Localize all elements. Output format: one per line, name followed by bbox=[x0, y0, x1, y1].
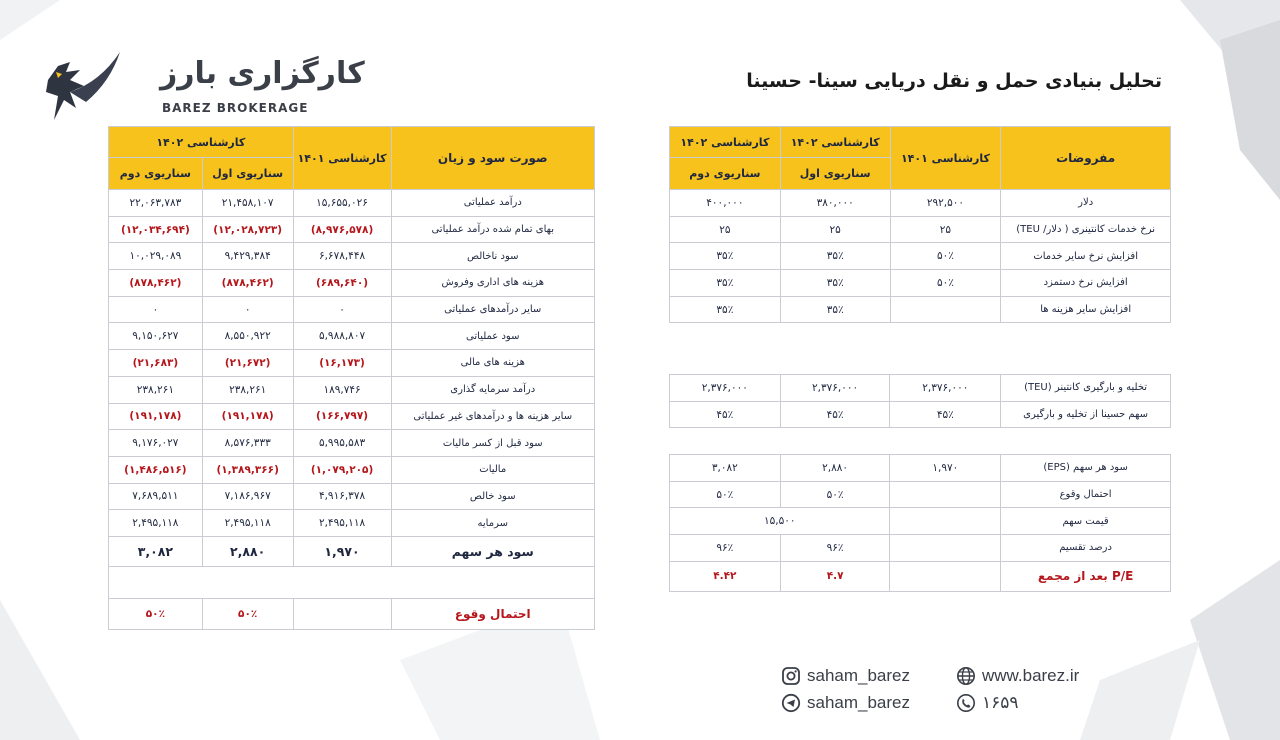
header-item: صورت سود و زیان bbox=[391, 127, 595, 190]
income-row bbox=[109, 456, 595, 483]
income-s1: (۲۱,۶۷۲) bbox=[202, 350, 293, 377]
container-s1: ۴۵٪ bbox=[780, 401, 890, 428]
assume-header-scenario-2: سناریوی دوم bbox=[670, 158, 781, 190]
instagram-icon bbox=[781, 666, 801, 686]
income-label: سایر هزینه ها و درآمدهای غیر عملیاتی bbox=[391, 403, 595, 430]
val-prob-label: احتمال وقوع bbox=[1001, 481, 1171, 508]
telegram-handle: saham_barez bbox=[807, 693, 911, 712]
val-eps-s2: ۳,۰۸۲ bbox=[670, 455, 781, 482]
eps-s2: ۳,۰۸۲ bbox=[109, 536, 203, 566]
container-s1: ۲,۳۷۶,۰۰۰ bbox=[780, 375, 890, 402]
income-1401: ۵,۹۹۵,۵۸۳ bbox=[293, 430, 391, 457]
prob-s1: ۵۰٪ bbox=[202, 598, 293, 629]
income-label: سود قبل از کسر مالیات bbox=[391, 430, 595, 457]
income-row bbox=[109, 403, 595, 430]
prob-label: احتمال وقوع bbox=[391, 598, 595, 629]
val-prob-1401 bbox=[890, 481, 1001, 508]
val-eps-s1: ۲,۸۸۰ bbox=[780, 455, 890, 482]
header-1401: کارشناسی ۱۴۰۱ bbox=[293, 127, 391, 190]
valuation-table bbox=[669, 454, 1171, 592]
assumption-row bbox=[670, 216, 1171, 243]
income-s1: (۱۲,۰۲۸,۷۲۳) bbox=[202, 216, 293, 243]
assumption-label: افزایش نرخ سایر خدمات bbox=[1001, 243, 1171, 270]
income-label: سود خالص bbox=[391, 483, 595, 510]
website-url: www.barez.ir bbox=[982, 666, 1080, 685]
container-label: سهم حسینا از تخلیه و بارگیری bbox=[1001, 401, 1171, 428]
container-1401: ۲,۳۷۶,۰۰۰ bbox=[890, 375, 1001, 402]
income-row bbox=[109, 243, 595, 270]
header-scenario-2: سناریوی دوم bbox=[109, 158, 203, 190]
assumption-label: افزایش سایر هزینه ها bbox=[1001, 296, 1171, 323]
brand-name-fa: کارگزاری بارز bbox=[160, 56, 365, 91]
income-statement-table bbox=[108, 126, 595, 630]
telegram-icon bbox=[781, 693, 801, 713]
income-s2: ۲۳۸,۲۶۱ bbox=[109, 376, 203, 403]
prob-s2: ۵۰٪ bbox=[109, 598, 203, 629]
income-label: سود ناخالص bbox=[391, 243, 595, 270]
income-label: درآمد سرمایه گذاری bbox=[391, 376, 595, 403]
income-1401: (۸,۹۷۶,۵۷۸) bbox=[293, 216, 391, 243]
container-row bbox=[670, 375, 1171, 402]
val-payout-s1: ۹۶٪ bbox=[780, 535, 890, 562]
assumption-label: دلار bbox=[1001, 190, 1171, 217]
assumption-label: نرخ خدمات کانتینری ( دلار/ TEU) bbox=[1001, 216, 1171, 243]
income-s2: ۱۰,۰۲۹,۰۸۹ bbox=[109, 243, 203, 270]
spacer-row bbox=[109, 566, 595, 598]
val-prob-s2: ۵۰٪ bbox=[670, 481, 781, 508]
val-price-1401 bbox=[890, 508, 1001, 535]
footer-website[interactable] bbox=[956, 666, 1079, 686]
income-1401: ۱۸۹,۷۴۶ bbox=[293, 376, 391, 403]
income-1401: ۲,۴۹۵,۱۱۸ bbox=[293, 510, 391, 537]
val-pe-s1: ۴.۷ bbox=[780, 561, 890, 591]
income-s2: ۲۲,۰۶۳,۷۸۳ bbox=[109, 190, 203, 217]
val-price-value: ۱۵,۵۰۰ bbox=[670, 508, 890, 535]
income-s2: (۲۱,۶۸۳) bbox=[109, 350, 203, 377]
income-s1: ۲۱,۴۵۸,۱۰۷ bbox=[202, 190, 293, 217]
income-1401: ۵,۹۸۸,۸۰۷ bbox=[293, 323, 391, 350]
assumption-1401 bbox=[890, 296, 1001, 323]
brand-logo bbox=[40, 52, 365, 122]
container-row bbox=[670, 401, 1171, 428]
income-row bbox=[109, 296, 595, 323]
val-eps-1401: ۱,۹۷۰ bbox=[890, 455, 1001, 482]
income-s2: (۱۲,۰۳۴,۶۹۴) bbox=[109, 216, 203, 243]
eps-1401: ۱,۹۷۰ bbox=[293, 536, 391, 566]
header-1402: کارشناسی ۱۴۰۲ bbox=[109, 127, 294, 158]
assumption-s2: ۳۵٪ bbox=[670, 243, 781, 270]
page-title: تحلیل بنیادی حمل و نقل دریایی سینا- حسینا bbox=[746, 70, 1162, 92]
income-row bbox=[109, 376, 595, 403]
income-s1: ۲۳۸,۲۶۱ bbox=[202, 376, 293, 403]
income-1401: ۱۵,۶۵۵,۰۲۶ bbox=[293, 190, 391, 217]
income-row bbox=[109, 483, 595, 510]
val-payout-1401 bbox=[890, 535, 1001, 562]
assume-header-1402-s1: کارشناسی ۱۴۰۲ bbox=[780, 127, 890, 158]
footer-telegram[interactable] bbox=[781, 693, 910, 713]
footer-phone[interactable] bbox=[956, 693, 1019, 713]
income-rows bbox=[109, 190, 595, 537]
assumption-s2: ۳۵٪ bbox=[670, 296, 781, 323]
income-row bbox=[109, 190, 595, 217]
income-label: درآمد عملیاتی bbox=[391, 190, 595, 217]
income-1401: (۱۶,۱۷۳) bbox=[293, 350, 391, 377]
income-s1: (۱,۳۸۹,۳۶۶) bbox=[202, 456, 293, 483]
income-s1: ۰ bbox=[202, 296, 293, 323]
instagram-handle: saham_barez bbox=[807, 666, 911, 685]
income-label: سود عملیاتی bbox=[391, 323, 595, 350]
assumption-rows bbox=[670, 190, 1171, 323]
assume-header-scenario-1: سناریوی اول bbox=[780, 158, 890, 190]
income-s2: (۸۷۸,۴۶۲) bbox=[109, 270, 203, 297]
val-prob-s1: ۵۰٪ bbox=[780, 481, 890, 508]
income-label: هزینه های مالی bbox=[391, 350, 595, 377]
income-row bbox=[109, 216, 595, 243]
income-label: سرمایه bbox=[391, 510, 595, 537]
val-pe-label: P/E بعد از مجمع bbox=[1001, 561, 1171, 591]
assumption-label: افزایش نرخ دستمزد bbox=[1001, 270, 1171, 297]
container-table bbox=[669, 374, 1171, 428]
income-1401: ۴,۹۱۶,۳۷۸ bbox=[293, 483, 391, 510]
income-label: مالیات bbox=[391, 456, 595, 483]
assumption-s1: ۳۵٪ bbox=[780, 296, 890, 323]
assume-header-1401: کارشناسی ۱۴۰۱ bbox=[890, 127, 1001, 190]
val-eps-label: سود هر سهم (EPS) bbox=[1001, 455, 1171, 482]
income-s2: (۱۹۱,۱۷۸) bbox=[109, 403, 203, 430]
eagle-icon bbox=[40, 52, 125, 120]
income-1401: (۱,۰۷۹,۲۰۵) bbox=[293, 456, 391, 483]
container-1401: ۴۵٪ bbox=[890, 401, 1001, 428]
income-label: هزینه های اداری وفروش bbox=[391, 270, 595, 297]
assume-header-1402-s2: کارشناسی ۱۴۰۲ bbox=[670, 127, 781, 158]
assumption-1401: ۲۵ bbox=[890, 216, 1001, 243]
brand-name-en: BAREZ BROKERAGE bbox=[162, 101, 309, 115]
assumption-1401: ۵۰٪ bbox=[890, 243, 1001, 270]
assumption-row bbox=[670, 243, 1171, 270]
container-s2: ۴۵٪ bbox=[670, 401, 781, 428]
income-s2: ۹,۱۷۶,۰۲۷ bbox=[109, 430, 203, 457]
assumptions-table bbox=[669, 126, 1171, 323]
income-s1: ۲,۴۹۵,۱۱۸ bbox=[202, 510, 293, 537]
eps-label: سود هر سهم bbox=[391, 536, 595, 566]
footer-instagram[interactable] bbox=[781, 666, 910, 686]
assumption-s1: ۳۵٪ bbox=[780, 270, 890, 297]
assumption-s1: ۳۸۰,۰۰۰ bbox=[780, 190, 890, 217]
income-row bbox=[109, 510, 595, 537]
income-s1: ۸,۵۷۶,۳۳۳ bbox=[202, 430, 293, 457]
val-pe-s2: ۴.۴۲ bbox=[670, 561, 781, 591]
globe-icon bbox=[956, 666, 976, 686]
assumption-row bbox=[670, 296, 1171, 323]
val-payout-label: درصد تقسیم bbox=[1001, 535, 1171, 562]
assumption-row bbox=[670, 190, 1171, 217]
income-s2: ۲,۴۹۵,۱۱۸ bbox=[109, 510, 203, 537]
income-1401: (۶۸۹,۶۴۰) bbox=[293, 270, 391, 297]
val-payout-s2: ۹۶٪ bbox=[670, 535, 781, 562]
assumption-s1: ۲۵ bbox=[780, 216, 890, 243]
income-row bbox=[109, 270, 595, 297]
prob-1401 bbox=[293, 598, 391, 629]
income-s2: ۰ bbox=[109, 296, 203, 323]
val-pe-1401 bbox=[890, 561, 1001, 591]
container-rows bbox=[670, 375, 1171, 428]
income-row bbox=[109, 350, 595, 377]
income-s1: ۹,۴۲۹,۳۸۴ bbox=[202, 243, 293, 270]
income-1401: (۱۶۶,۷۹۷) bbox=[293, 403, 391, 430]
income-1401: ۶,۶۷۸,۴۴۸ bbox=[293, 243, 391, 270]
assume-header-item: مفروضات bbox=[1001, 127, 1171, 190]
assumption-row bbox=[670, 270, 1171, 297]
assumption-s1: ۳۵٪ bbox=[780, 243, 890, 270]
phone-icon bbox=[956, 693, 976, 713]
income-s1: (۸۷۸,۴۶۲) bbox=[202, 270, 293, 297]
income-s2: (۱,۴۸۶,۵۱۶) bbox=[109, 456, 203, 483]
income-s1: ۸,۵۵۰,۹۲۲ bbox=[202, 323, 293, 350]
assumption-1401: ۲۹۲,۵۰۰ bbox=[890, 190, 1001, 217]
income-row bbox=[109, 323, 595, 350]
income-label: سایر درآمدهای عملیاتی bbox=[391, 296, 595, 323]
income-s1: (۱۹۱,۱۷۸) bbox=[202, 403, 293, 430]
income-s2: ۷,۶۸۹,۵۱۱ bbox=[109, 483, 203, 510]
assumption-1401: ۵۰٪ bbox=[890, 270, 1001, 297]
container-label: تخلیه و بارگیری کانتینر (TEU) bbox=[1001, 375, 1171, 402]
income-s1: ۷,۱۸۶,۹۶۷ bbox=[202, 483, 293, 510]
assumption-s2: ۲۵ bbox=[670, 216, 781, 243]
assumption-s2: ۳۵٪ bbox=[670, 270, 781, 297]
income-1401: ۰ bbox=[293, 296, 391, 323]
income-row bbox=[109, 430, 595, 457]
income-label: بهای تمام شده درآمد عملیاتی bbox=[391, 216, 595, 243]
container-s2: ۲,۳۷۶,۰۰۰ bbox=[670, 375, 781, 402]
assumption-s2: ۴۰۰,۰۰۰ bbox=[670, 190, 781, 217]
val-price-label: قیمت سهم bbox=[1001, 508, 1171, 535]
phone-number: ۱۶۵۹ bbox=[982, 693, 1019, 712]
header-scenario-1: سناریوی اول bbox=[202, 158, 293, 190]
eps-s1: ۲,۸۸۰ bbox=[202, 536, 293, 566]
income-s2: ۹,۱۵۰,۶۲۷ bbox=[109, 323, 203, 350]
